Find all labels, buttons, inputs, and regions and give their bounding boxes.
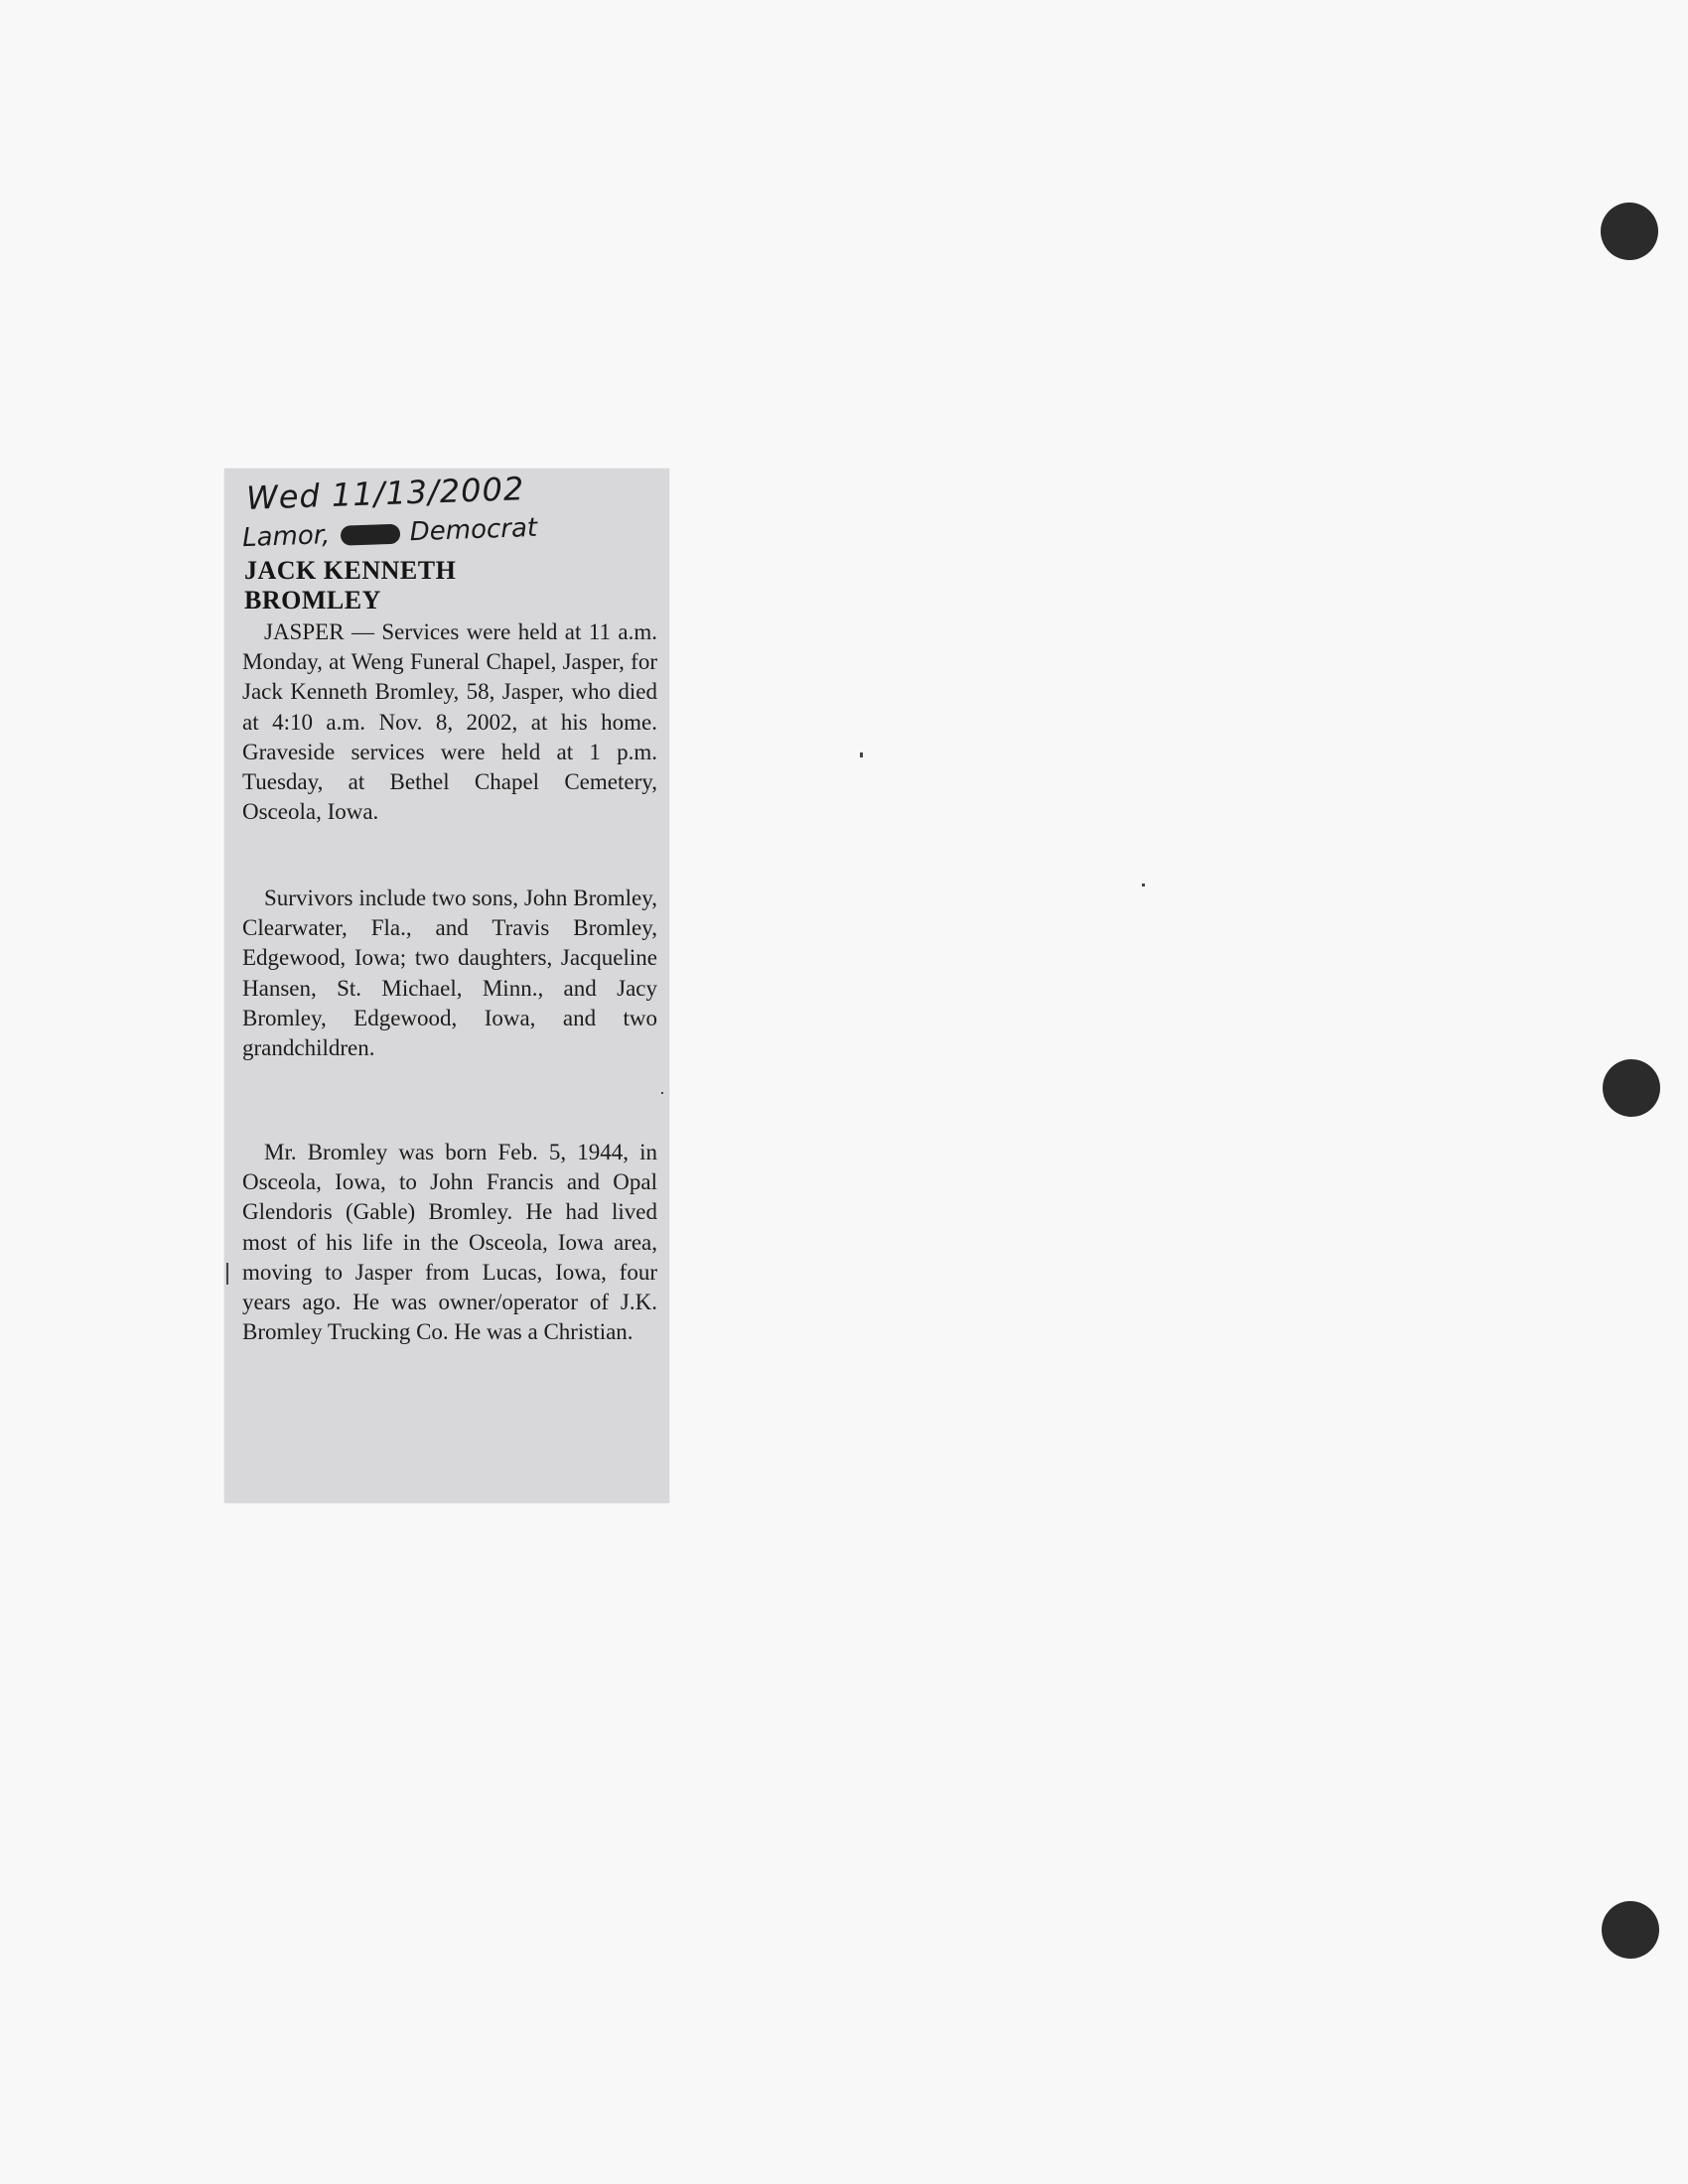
speck-mark: [661, 1092, 663, 1094]
scribbled-out-word: [340, 523, 400, 545]
newspaper-clipping: [224, 469, 669, 1503]
speck-mark: [1142, 884, 1145, 887]
headline-line-1: JACK KENNETH: [244, 556, 457, 585]
headline-line-2: BROMLEY: [244, 586, 381, 614]
obituary-paragraph-survivors: Survivors include two sons, John Bromley, Clearwater, Fla., and Travis Bromley, Edgewood, Iowa; two daughters, Jacqueline Hansen, St. Michael, Minn., and Jacy Bromley, Edgewood, Iowa, and two grandchildren.: [242, 886, 657, 1061]
handwritten-source: [242, 513, 538, 553]
edge-mark: [226, 1263, 228, 1285]
handwritten-date: Wed 11/13/2002: [245, 470, 525, 517]
obituary-paragraph-biography: Mr. Bromley was born Feb. 5, 1944, in Osceola, Iowa, to John Francis and Opal Glendoris (Gable) Bromley. He had lived most of his life in the Osceola, Iowa area, moving to Jasper from Lucas, Iowa, four years ago. He was owner/operator of J.K. Bromley Trucking Co. He was a Christian.: [242, 1140, 657, 1345]
obituary-paragraph-services: JASPER — Services were held at 11 a.m. Monday, at Weng Funeral Chapel, Jasper, for Jack Kenneth Bromley, 58, Jasper, who died at 4:10 a.m. Nov. 8, 2002, at his home. Graveside services were held at 1 p.m. Tuesday, at Bethel Chapel Cemetery, Osceola, Iowa.: [242, 619, 657, 825]
handwritten-place-after: Democrat: [409, 512, 538, 548]
obituary-headline: [244, 556, 456, 615]
punch-hole-middle: [1603, 1059, 1660, 1117]
speck-mark: [860, 752, 863, 757]
punch-hole-top: [1601, 203, 1658, 260]
punch-hole-bottom: [1602, 1901, 1659, 1959]
handwritten-place-before: Lamor,: [241, 520, 331, 554]
